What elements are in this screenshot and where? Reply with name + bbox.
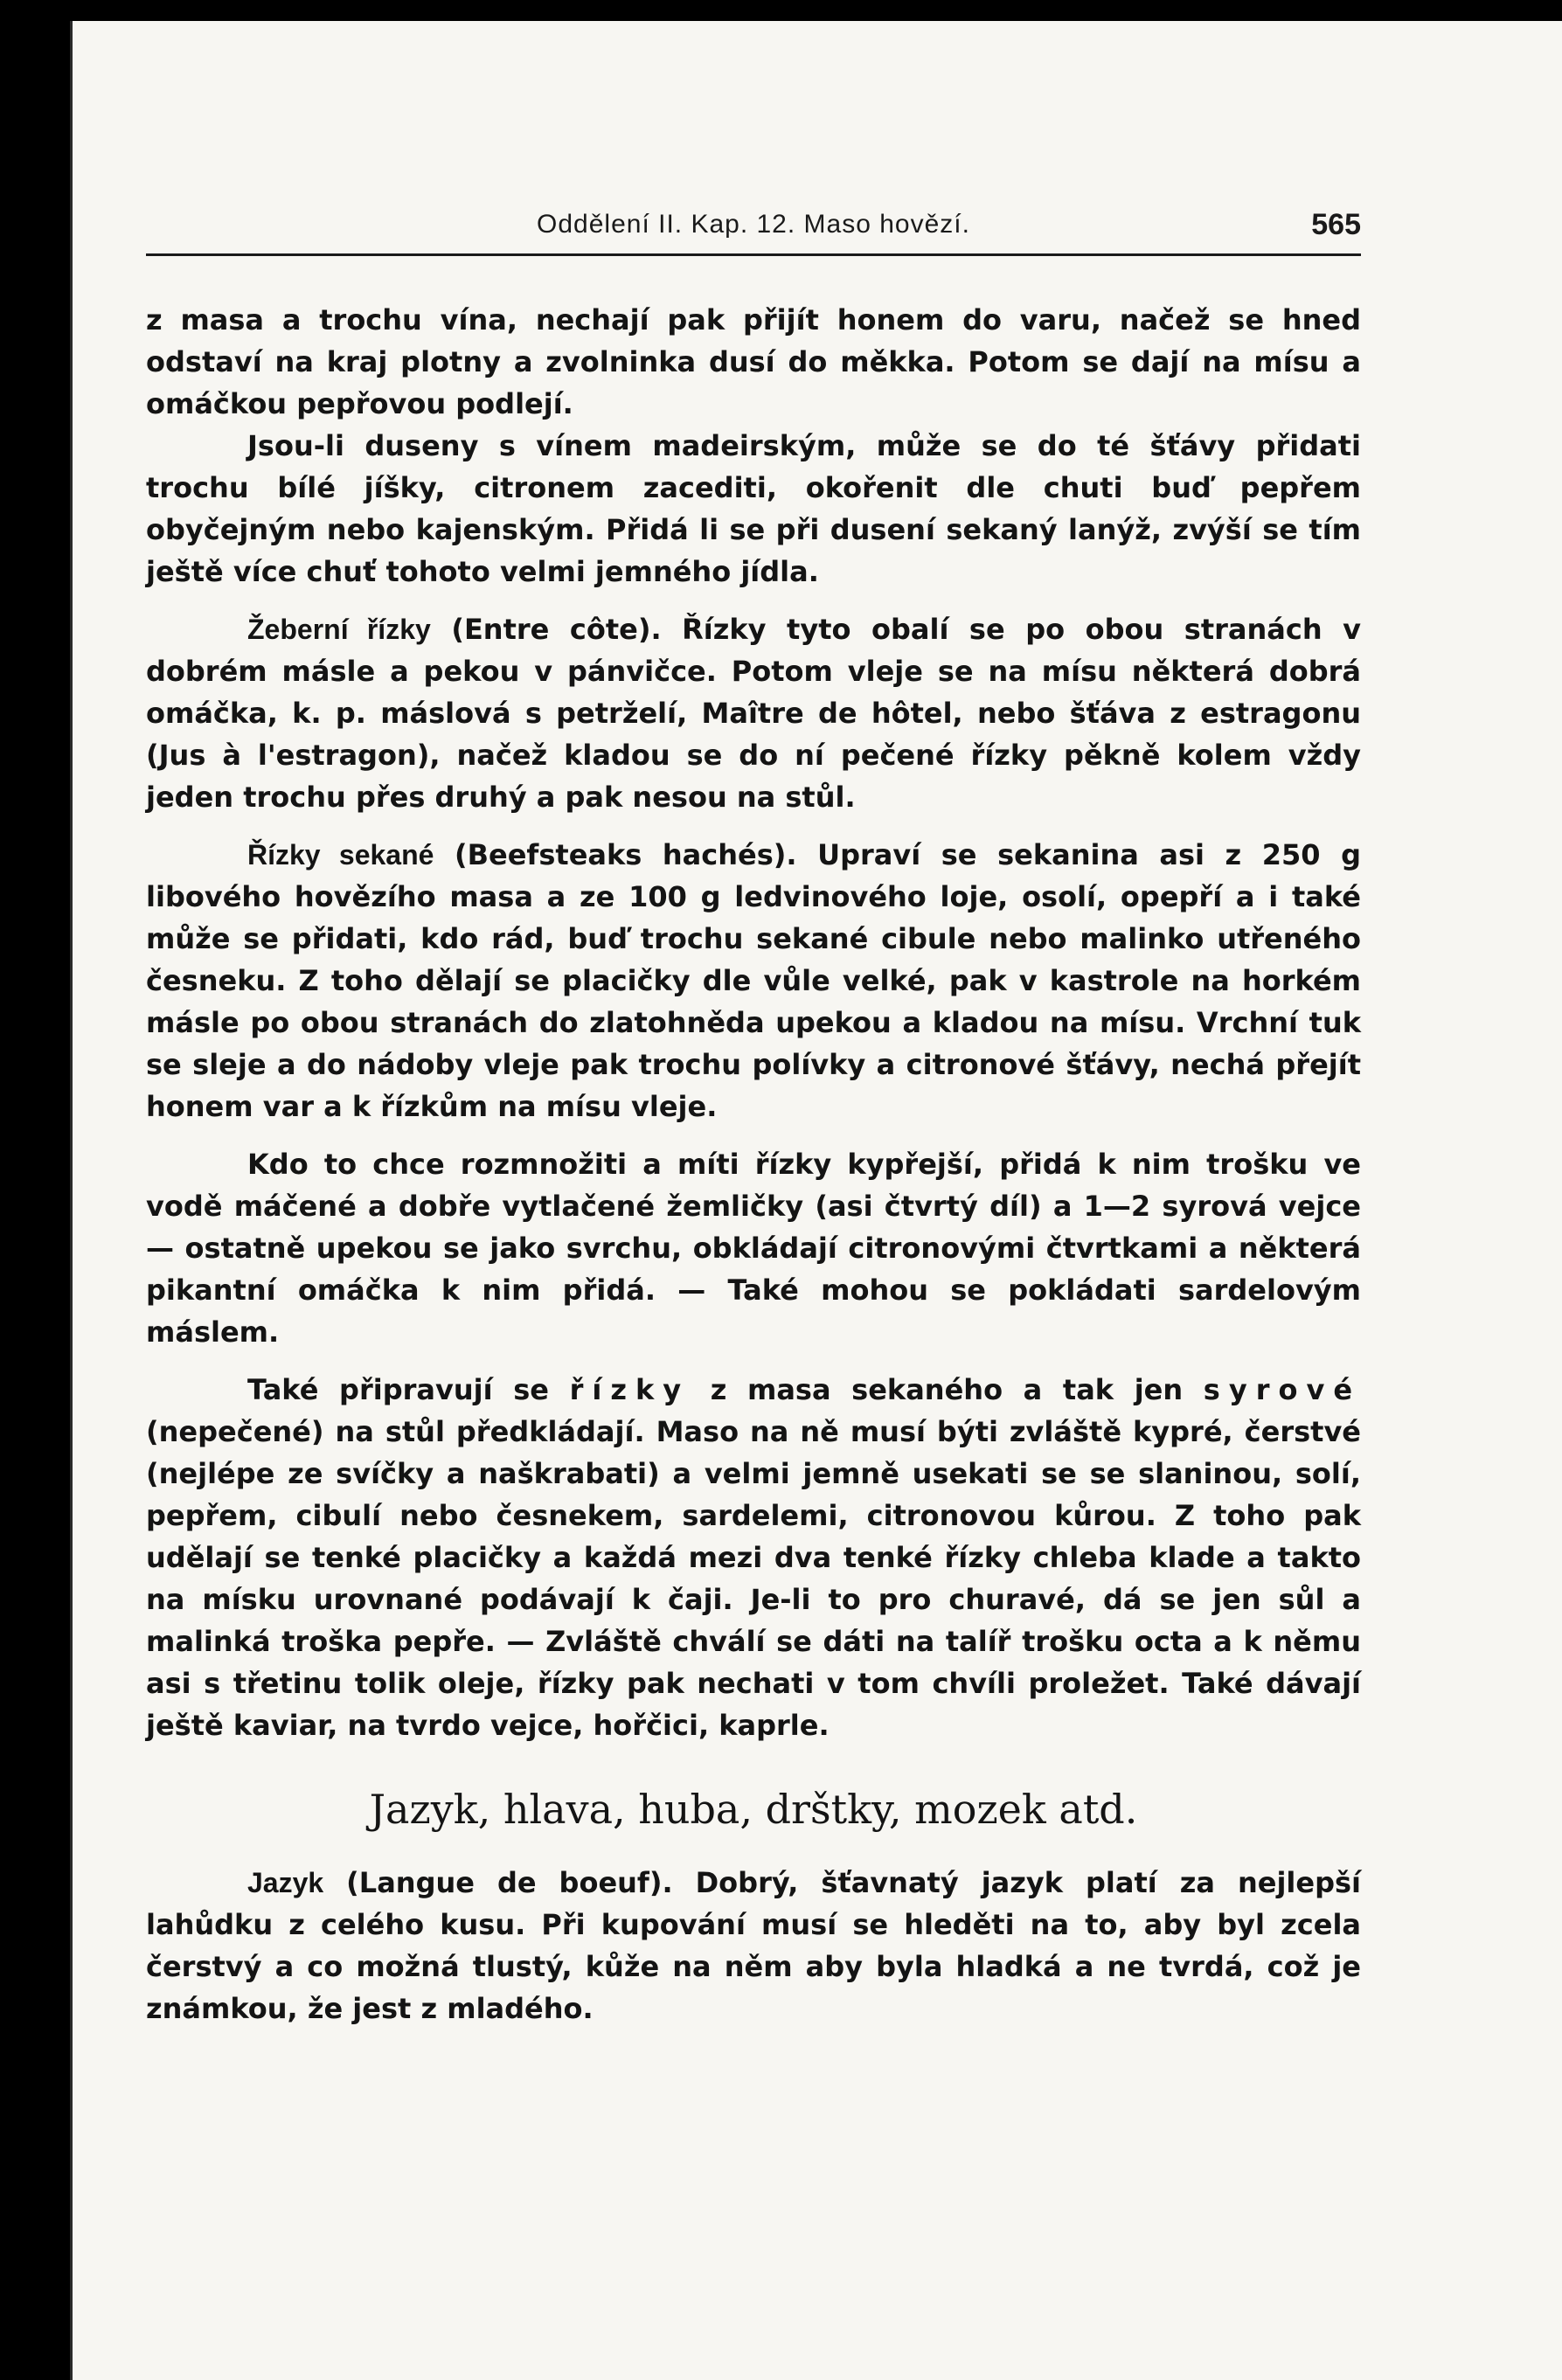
- body-text: [146, 299, 1361, 2030]
- recipe-title-zeberni-rizky: Žeberní řízky: [247, 614, 431, 645]
- running-head-title: Oddělení II. Kap. 12. Maso hovězí.: [537, 210, 970, 239]
- paragraph-continued: z masa a trochu vína, nechají pak přijít honem do varu, načež se hned odstaví na kraj plotny a zvolninka dusí do měkka. Potom se dají na mísu a omáčkou pepřovou podlejí.: [146, 303, 1361, 420]
- paragraph-rizky-sekane: [146, 834, 1361, 1128]
- recipe-text-rizky-sekane: (Beefsteaks hachés). Upraví se sekanina asi z 250 g libového hovězího masa a ze 100 g ledvinového loje, osolí, opepří a i také může se přidati, kdo rád, buď trochu sekané cibule nebo malinko utřeného česneku. Z toho dělají se placičky dle vůle velké, pak v kastrole na horkém másle po obou stranách do zlatohněda upekou a kladou na mísu. Vrchní tuk se sleje a do nádoby vleje pak trochu polívky a citronové šťávy, nechá přejít honem var a k řízkům na mísu vleje.: [146, 838, 1361, 1123]
- spaced-term-syrove: syrové: [1203, 1373, 1362, 1406]
- paragraph-zeberni-rizky: [146, 608, 1361, 818]
- recipe-text-zeberni-rizky: (Entre côte). Řízky tyto obalí se po obou stranách v dobrém másle a pekou v pánvičce. Potom vleje se na mísu některá dobrá omáčka, k. p. máslová s petrželí, Maître de hôtel, nebo šťáva z estragonu (Jus à l'estragon), načež kladou se do ní pečené řízky pěkně kolem vždy jeden trochu přes druhý a pak nesou na stůl.: [146, 613, 1362, 814]
- spaced-term-rizky: řízky: [569, 1373, 691, 1406]
- text-segment: Také připravují se: [247, 1373, 570, 1406]
- section-heading: Jazyk, hlava, huba, drštky, mozek atd.: [369, 1786, 1138, 1833]
- book-page: [70, 21, 1562, 2380]
- paragraph-rozmnoziti: Kdo to chce rozmnožiti a míti řízky kypřejší, přidá k nim trošku ve vodě máčené a dobře vytlačené žemličky (asi čtvrtý díl) a 1—2 syrová vejce — ostatně upekou se jako svrchu, obkládají citronovými čtvrtkami a některá pikantní omáčka k nim přidá. — Také mohou se pokládati sardelovým máslem.: [146, 1148, 1361, 1349]
- text-segment: (nepečené) na stůl předkládají. Maso na ně musí býti zvláště kypré, čerstvé (nejlépe ze svíčky a naškrabati) a velmi jemně usekati se se slaninou, solí, pepřem, cibulí nebo česnekem, sardelemi, citronovou kůrou. Z toho pak udělají se tenké placičky a každá mezi dva tenké řízky chleba klade a takto na mísku urovnané podávají k čaji. Je-li to pro churavé, dá se jen sůl a malinká troška pepře. — Zvláště chválí se dáti na talíř trošku octa a k němu asi s třetinu tolik oleje, řízky pak nechati v tom chvíli proležet. Také dávají ještě kaviar, na tvrdo vejce, hořčici, kaprle.: [146, 1415, 1361, 1742]
- running-header: [146, 196, 1361, 256]
- page-number: 565: [1311, 208, 1361, 241]
- recipe-text-jazyk: (Langue de boeuf). Dobrý, šťavnatý jazyk platí za nejlepší lahůdku z celého kusu. Při kupování musí se hleděti na to, aby byl zcela čerstvý a co možná tlustý, kůže na něm aby byla hladká a ne tvrdá, což je známkou, že jest z mladého.: [146, 1866, 1361, 2025]
- text-segment: z masa sekaného a tak jen: [690, 1373, 1204, 1406]
- paragraph-jazyk: [146, 1862, 1361, 2030]
- recipe-title-rizky-sekane: Řízky sekané: [247, 839, 434, 871]
- recipe-title-jazyk: Jazyk: [247, 1867, 324, 1898]
- paragraph-syrove-rizky: [146, 1369, 1361, 1746]
- paragraph-madeira: Jsou-li duseny s vínem madeirským, může se do té šťávy přidati trochu bílé jíšky, citronem zacediti, okořenit dle chuti buď pepřem obyčejným nebo kajenským. Přidá li se při dusení sekaný lanýž, zvýší se tím ještě více chuť tohoto velmi jemného jídla.: [146, 429, 1361, 588]
